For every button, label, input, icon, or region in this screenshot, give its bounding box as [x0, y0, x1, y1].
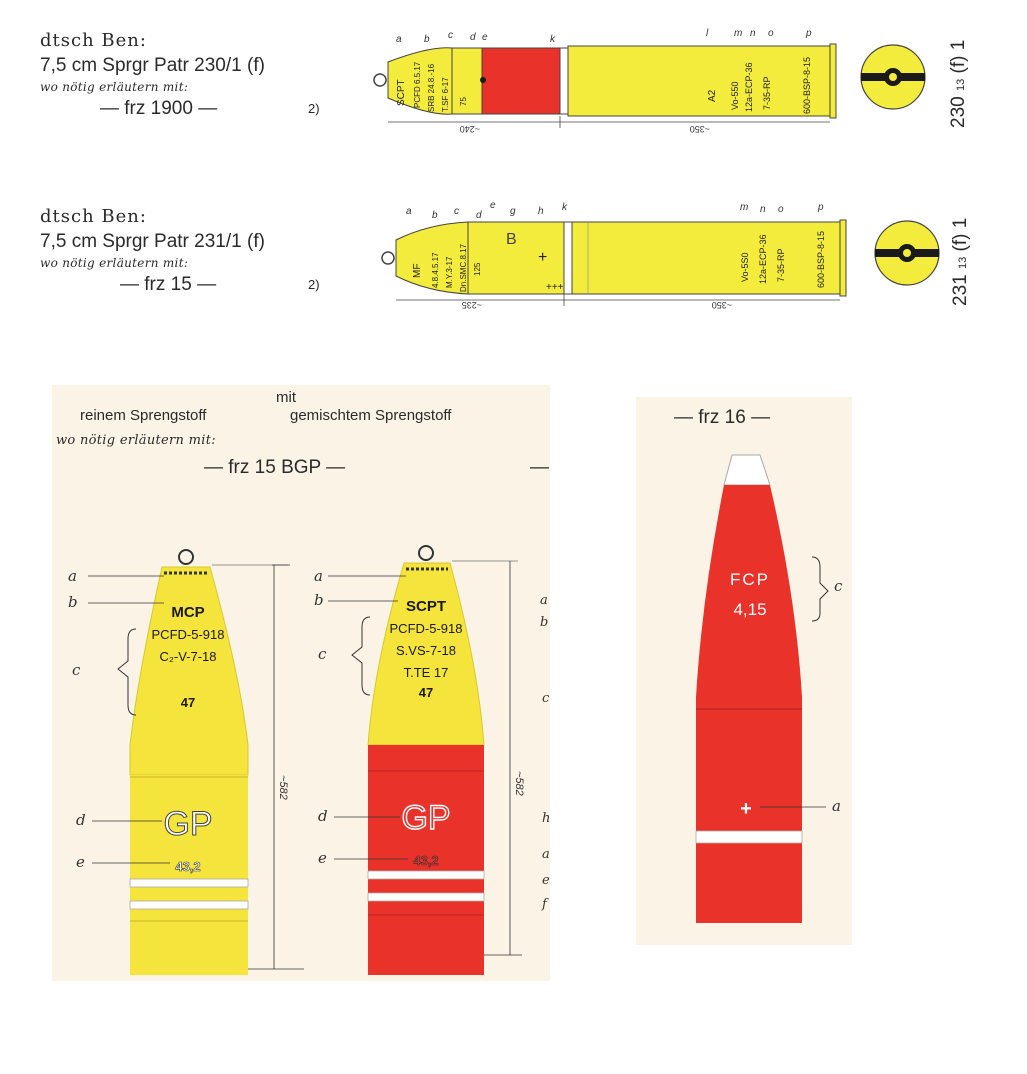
panel-right-cross: +	[740, 798, 752, 820]
row2-text	[40, 206, 340, 298]
shell1-line-3: 47	[180, 695, 196, 710]
panel-right	[636, 397, 852, 945]
shell1-label-d: d	[76, 811, 86, 829]
shell1-label-e: e	[76, 853, 85, 871]
shell2-dim: ~582	[513, 771, 525, 796]
shell2-line-0: SCPT	[405, 598, 447, 615]
row2-letter-e: e	[490, 200, 496, 211]
panel-left-col1: reinem Sprengstoff	[80, 407, 207, 424]
row2-title: 7,5 cm Sprgr Patr 231/1 (f)	[40, 231, 265, 252]
row2-mark-10: 7-35-RP	[776, 248, 786, 282]
row2-side-code-main: 231	[950, 274, 971, 306]
shell2-gp: GP	[401, 799, 451, 837]
row2-frz: — frz 15 —	[120, 274, 217, 295]
row2-letter-d: d	[476, 210, 482, 221]
shell1-line-0: MCP	[171, 604, 205, 621]
row1-mark-5: A2	[707, 89, 718, 102]
row1-mark-2: SRB 24.8.-16	[427, 63, 436, 112]
row1-mark-8: 7-35-RP	[762, 76, 772, 110]
row1-side-code-main: 230	[948, 96, 969, 128]
row2-letter-o: o	[778, 204, 784, 215]
shell2-label-c: c	[318, 645, 327, 663]
row1-side-code-suffix: (f) 1	[948, 39, 969, 74]
row1-side-code-sub: 13	[955, 78, 967, 92]
row1-mark-1: PCFD 6.5.17	[413, 61, 422, 108]
row2-mark-4: 125	[473, 262, 482, 276]
row1-footnote: 2)	[308, 101, 320, 116]
panel-left-frz-cont: —	[530, 457, 549, 478]
row1-title: 7,5 cm Sprgr Patr 230/1 (f)	[40, 55, 265, 76]
row2-mark-5: B	[506, 231, 517, 248]
row1-driving-band	[560, 48, 568, 114]
row1-frz: — frz 1900 —	[100, 98, 218, 119]
panel-right-line-1: 4,15	[733, 600, 767, 619]
row2-letter-g: g	[510, 206, 516, 217]
row2-letter-a: a	[406, 206, 412, 217]
row1-dim-1: ~240	[459, 124, 480, 134]
panel-right-line-0: FCP	[730, 570, 770, 589]
row2-footnote: 2)	[308, 277, 320, 292]
row2-letter-b: b	[432, 210, 438, 221]
panel-left-frz: — frz 15 BGP —	[204, 457, 346, 478]
shell1-line-2: C₂-V-7-18	[159, 649, 217, 664]
row2-mark-7: +++	[546, 282, 564, 293]
row2-letter-p: p	[818, 202, 824, 213]
shell2-line-1: PCFD-5-918	[389, 621, 463, 636]
row2-dim-2: ~350	[711, 300, 732, 310]
row1-mark-4: 75	[459, 97, 468, 106]
row2-letter-m: m	[740, 202, 749, 213]
shell1-label-b: b	[68, 593, 78, 611]
panel-right-label-a: a	[832, 797, 841, 815]
row2-rim	[840, 220, 846, 296]
row1-letter-c: c	[448, 30, 453, 41]
panel-left-mit: mit	[276, 389, 296, 406]
row2-driving-band	[564, 222, 572, 294]
panel-left-note: wo nötig erläutern mit:	[56, 433, 216, 448]
edge-label-5: e	[542, 873, 550, 888]
row2-letter-c: c	[454, 206, 459, 217]
row2-note: wo nötig erläutern mit:	[40, 256, 189, 270]
row1-letter-o: o	[768, 28, 774, 39]
row2-mark-1: 4.8.4.5.17	[431, 252, 440, 288]
shell2-label-a: a	[314, 567, 323, 585]
row1-letter-d: d	[470, 32, 476, 43]
row1-base-disc	[858, 42, 928, 112]
shell1	[130, 550, 248, 975]
edge-label-0: a	[540, 593, 548, 608]
shell1-dim: ~582	[277, 775, 289, 800]
edge-label-6: f	[542, 897, 547, 912]
row1-frz-line	[40, 96, 340, 122]
row2-name-label: dtsch Ben:	[40, 206, 147, 227]
row1-letter-a: a	[396, 34, 402, 45]
row1-name-label: dtsch Ben:	[40, 30, 147, 51]
row2-mark-11: 600-BSP-8-15	[816, 230, 826, 288]
row1-letter-k: k	[550, 34, 555, 45]
row2-case	[572, 222, 840, 294]
row1-red-band	[482, 48, 560, 114]
row1-letter-n: n	[750, 28, 756, 39]
row2-side-code	[950, 218, 972, 306]
edge-label-2: c	[542, 691, 550, 706]
panel-left	[52, 385, 550, 981]
row1-text	[40, 30, 340, 122]
panel-left-shells	[52, 385, 550, 981]
row1-letter-l: l	[706, 28, 709, 39]
row1-case	[568, 46, 830, 116]
row1-dot	[480, 77, 486, 83]
row2-letter-k: k	[562, 202, 567, 213]
row1-mark-7: 12a-ECP-36	[744, 62, 754, 112]
panel-right-shell	[636, 397, 852, 945]
row1-lift-ring	[374, 74, 386, 86]
row1-side-code	[948, 40, 970, 128]
panel-right-label-c: c	[834, 577, 843, 595]
row2-letter-h: h	[538, 206, 544, 217]
shell2-label-e: e	[318, 849, 327, 867]
row2-mark-6: +	[538, 249, 548, 266]
shell2-label-b: b	[314, 591, 324, 609]
edge-label-4: a	[542, 847, 550, 862]
panel-right-frz: — frz 16 —	[674, 407, 771, 428]
shell2-line-3: T.TE 17	[403, 665, 449, 680]
shell2-line-4: 47	[418, 685, 434, 700]
row2-dim-1: ~235	[461, 300, 482, 310]
shell2-label-d: d	[318, 807, 328, 825]
row2-mark-0: MF	[412, 263, 423, 278]
row1-dim-2: ~350	[689, 124, 710, 134]
shell1-label-c: c	[72, 661, 81, 679]
shell1-weight: 43,2	[175, 859, 201, 874]
shell2-weight: 43,2	[413, 853, 439, 868]
row2-mark-8: Vo-5S0	[740, 252, 750, 282]
row2-mark-2: M.Y.3-17	[445, 256, 454, 288]
row2-mark-3: Dn.SMC.8.17	[459, 243, 468, 292]
row1-rim	[830, 44, 836, 118]
shell2	[368, 546, 484, 975]
edge-label-1: b	[540, 615, 549, 630]
row2-frz-line	[40, 272, 340, 298]
row2-shell-diagram	[378, 200, 858, 312]
shell1-line-1: PCFD-5-918	[151, 627, 225, 642]
row1-letter-p: p	[806, 28, 812, 39]
row2-letter-n: n	[760, 204, 766, 215]
row1-note: wo nötig erläutern mit:	[40, 80, 189, 94]
row1-mark-6: Vo-550	[730, 81, 740, 110]
row2-base-disc	[872, 218, 942, 288]
row2-side-code-sub: 13	[957, 256, 969, 270]
panel-left-col2: gemischtem Sprengstoff	[290, 407, 452, 424]
row1-letter-b: b	[424, 34, 430, 45]
edge-label-3: h	[542, 811, 551, 826]
row1-letter-e: e	[482, 32, 488, 43]
row2-side-code-suffix: (f) 1	[950, 217, 971, 252]
row1-mark-3: T.SF 6-17	[441, 77, 450, 112]
row1-mark-9: 600-BSP-8-15	[802, 56, 812, 114]
row1-shell-diagram	[370, 28, 850, 138]
shell1-gp: GP	[163, 805, 213, 843]
row1-letter-m: m	[734, 28, 743, 39]
shell1-label-a: a	[68, 567, 77, 585]
row2-lift-ring	[382, 252, 394, 264]
shell2-line-2: S.VS-7-18	[396, 643, 456, 658]
row1-mark-0: SCPT	[396, 79, 407, 106]
row2-mark-9: 12a-ECP-36	[758, 234, 768, 284]
